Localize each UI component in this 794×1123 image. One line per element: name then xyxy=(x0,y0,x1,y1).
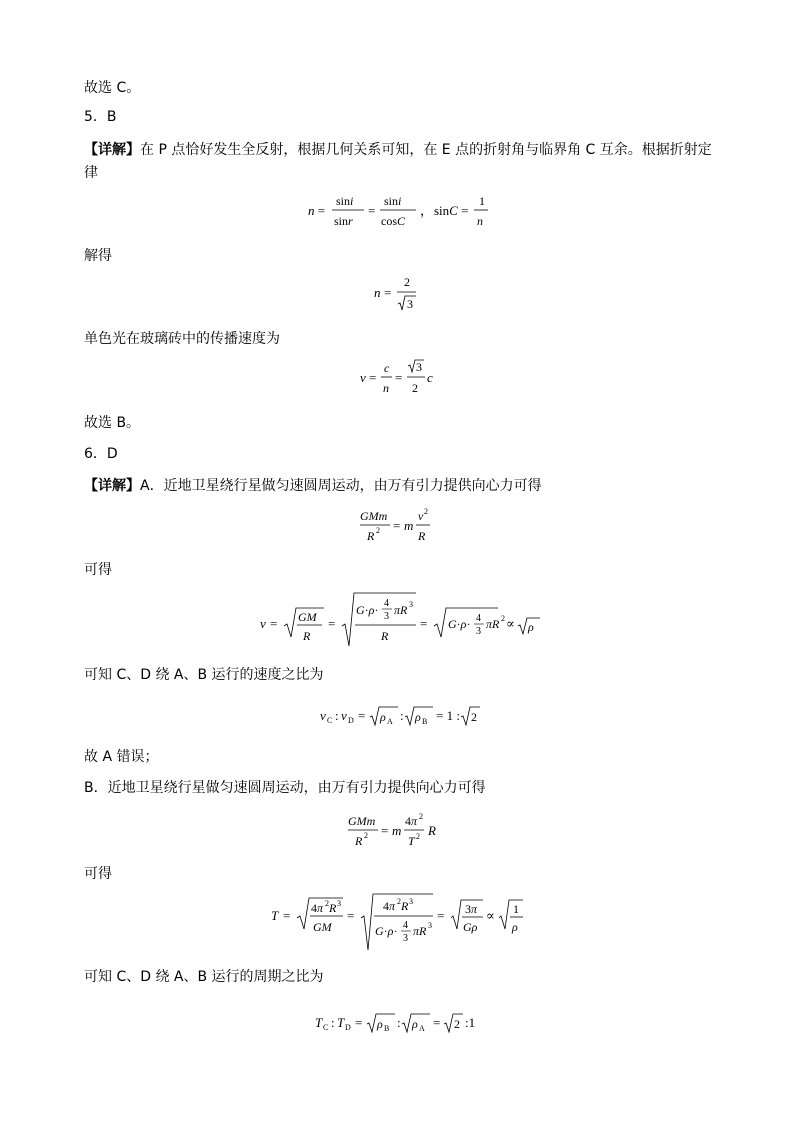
svg-text:T: T xyxy=(408,834,415,848)
equation-gravity-period xyxy=(348,810,448,858)
svg-text:sini: sini xyxy=(336,194,354,208)
equation-speed xyxy=(360,360,440,404)
svg-text:R: R xyxy=(329,901,337,915)
text-line-12: 故 A 错误； xyxy=(84,749,159,765)
svg-text:πR: πR xyxy=(486,617,500,631)
svg-text:2: 2 xyxy=(419,812,423,821)
svg-text::: : xyxy=(335,708,339,723)
svg-text:2: 2 xyxy=(404,275,410,289)
detail-text: 在 P 点恰好发生全反射，根据几何关系可知，在 E 点的折射角与临界角 C 互余。根据折射定 xyxy=(140,142,712,158)
svg-text:=: = xyxy=(420,616,428,631)
svg-text:2: 2 xyxy=(325,899,329,908)
svg-text::: : xyxy=(400,708,404,723)
svg-text:C: C xyxy=(323,1023,329,1032)
equation-n-value xyxy=(374,274,424,318)
svg-text:GM: GM xyxy=(313,920,332,934)
text-line-3 xyxy=(84,140,712,160)
svg-text:Gρ: Gρ xyxy=(463,920,478,934)
equation-speed-density xyxy=(260,590,540,652)
equation-period-ratio xyxy=(315,1007,480,1041)
svg-text:sinC =: sinC = xyxy=(434,203,469,218)
svg-text:2: 2 xyxy=(376,526,380,535)
svg-text:C: C xyxy=(327,716,333,725)
svg-text:=: = xyxy=(369,370,377,385)
svg-text:3: 3 xyxy=(409,600,413,609)
svg-text:ρ: ρ xyxy=(380,710,386,724)
text-line-5: 解得 xyxy=(84,248,112,264)
svg-text:∝: ∝ xyxy=(506,616,515,631)
svg-text:3: 3 xyxy=(403,933,408,944)
svg-text:4: 4 xyxy=(476,613,481,624)
svg-text:4π: 4π xyxy=(405,814,418,828)
answer-6: 6．D xyxy=(84,446,118,462)
svg-text:4π: 4π xyxy=(311,901,324,915)
svg-text:G·ρ·: G·ρ· xyxy=(448,617,471,631)
text-line-13: B．近地卫星绕行星做匀速圆周运动，由万有引力提供向心力可得 xyxy=(84,780,486,796)
svg-text:sinr: sinr xyxy=(334,214,353,228)
svg-text:=: = xyxy=(270,616,278,631)
detail-tag: 【详解】 xyxy=(84,478,140,494)
svg-text:T: T xyxy=(337,1015,345,1030)
svg-text:v: v xyxy=(260,616,266,631)
svg-text:R: R xyxy=(355,834,363,848)
svg-text:sini: sini xyxy=(384,194,402,208)
svg-text:ρ: ρ xyxy=(415,710,421,724)
text-line-9 xyxy=(84,476,542,496)
svg-text:3: 3 xyxy=(476,626,481,637)
equation-period-density xyxy=(271,888,523,956)
svg-text:R: R xyxy=(418,529,426,543)
svg-text:D: D xyxy=(345,1023,351,1032)
svg-text:c: c xyxy=(384,361,390,375)
svg-text:1: 1 xyxy=(513,902,519,916)
svg-text:=: = xyxy=(347,908,355,923)
svg-text:2: 2 xyxy=(454,1017,460,1031)
svg-text:4π: 4π xyxy=(383,899,396,913)
svg-text:n: n xyxy=(383,381,389,395)
svg-text:A: A xyxy=(387,717,393,726)
svg-text:ρ: ρ xyxy=(412,1017,418,1031)
svg-text:=: = xyxy=(355,1015,363,1030)
svg-text:m: m xyxy=(404,518,414,533)
svg-text:=: = xyxy=(395,370,403,385)
svg-text::: : xyxy=(397,1015,401,1030)
svg-text:3: 3 xyxy=(409,897,413,906)
svg-text:G·ρ·: G·ρ· xyxy=(375,924,398,938)
svg-text:A: A xyxy=(419,1024,425,1033)
svg-text:=: = xyxy=(328,616,336,631)
svg-text:GM: GM xyxy=(298,610,317,624)
svg-text:=: = xyxy=(283,908,291,923)
svg-text:2: 2 xyxy=(412,381,418,395)
svg-text:∝: ∝ xyxy=(486,908,495,923)
svg-text:=: = xyxy=(384,285,392,300)
svg-text:cosC: cosC xyxy=(381,214,406,228)
svg-text:ρ: ρ xyxy=(528,620,534,634)
equation-gravity-speed xyxy=(360,506,440,550)
svg-text:3: 3 xyxy=(428,921,432,930)
svg-text:n: n xyxy=(374,285,381,300)
svg-text:3: 3 xyxy=(337,899,341,908)
detail-text: A．近地卫星绕行星做匀速圆周运动，由万有引力提供向心力可得 xyxy=(140,478,542,494)
text-line-4: 律 xyxy=(84,165,98,181)
svg-text:c: c xyxy=(427,370,433,385)
svg-text::: : xyxy=(331,1015,335,1030)
equation-refraction xyxy=(308,193,498,237)
svg-text:=: = xyxy=(358,708,366,723)
text-line-14: 可得 xyxy=(84,866,112,882)
svg-text:n: n xyxy=(477,214,483,228)
svg-text:D: D xyxy=(348,716,354,725)
svg-text:4: 4 xyxy=(403,920,408,931)
svg-text:v: v xyxy=(360,370,366,385)
svg-text:R: R xyxy=(381,629,389,643)
svg-text::1: :1 xyxy=(465,1015,476,1030)
svg-text:T: T xyxy=(315,1015,323,1030)
text-line-1: 故选 C。 xyxy=(84,80,141,96)
svg-text:3: 3 xyxy=(416,360,422,374)
svg-text:1: 1 xyxy=(479,194,485,208)
svg-text:ρ: ρ xyxy=(512,920,518,934)
svg-text:B: B xyxy=(384,1024,390,1033)
text-line-11: 可知 C、D 绕 A、B 运行的速度之比为 xyxy=(84,667,324,683)
text-line-6: 单色光在玻璃砖中的传播速度为 xyxy=(84,331,280,347)
svg-text:=: = xyxy=(368,203,376,218)
text-line-7: 故选 B。 xyxy=(84,415,141,431)
svg-text:，: ， xyxy=(420,203,434,218)
svg-text:=: = xyxy=(433,1015,441,1030)
svg-text:T: T xyxy=(271,908,279,923)
svg-text:3π: 3π xyxy=(465,902,478,916)
svg-text:=: = xyxy=(381,823,389,838)
svg-text:ρ: ρ xyxy=(377,1017,383,1031)
text-line-10: 可得 xyxy=(84,562,112,578)
svg-text:v: v xyxy=(320,708,326,723)
svg-text:3: 3 xyxy=(407,297,413,311)
svg-text:R: R xyxy=(401,899,409,913)
svg-text:2: 2 xyxy=(424,507,428,516)
svg-text:πR: πR xyxy=(413,924,427,938)
svg-text:= 1 :: = 1 : xyxy=(436,708,460,723)
svg-text:2: 2 xyxy=(471,710,477,724)
svg-text:R: R xyxy=(367,529,375,543)
svg-text:GMm: GMm xyxy=(360,509,388,523)
svg-text:3: 3 xyxy=(384,611,389,622)
svg-text:=: = xyxy=(437,908,445,923)
svg-text:R: R xyxy=(428,823,436,838)
svg-text:v: v xyxy=(418,509,424,523)
svg-text:πR: πR xyxy=(394,603,408,617)
svg-text:R: R xyxy=(303,629,311,643)
svg-text:2: 2 xyxy=(397,897,401,906)
svg-text:B: B xyxy=(422,717,428,726)
svg-text:v: v xyxy=(341,708,347,723)
svg-text:G·ρ·: G·ρ· xyxy=(356,603,379,617)
equation-speed-ratio xyxy=(320,700,480,734)
svg-text:4: 4 xyxy=(384,598,389,609)
svg-text:n =: n = xyxy=(308,203,326,218)
svg-text:2: 2 xyxy=(501,614,505,623)
svg-text:=: = xyxy=(393,518,401,533)
svg-text:GMm: GMm xyxy=(348,814,376,828)
answer-5: 5．B xyxy=(84,109,117,125)
detail-tag: 【详解】 xyxy=(84,142,140,158)
svg-text:m: m xyxy=(392,823,402,838)
svg-text:2: 2 xyxy=(416,832,420,841)
text-line-15: 可知 C、D 绕 A、B 运行的周期之比为 xyxy=(84,969,324,985)
svg-text:2: 2 xyxy=(364,831,368,840)
